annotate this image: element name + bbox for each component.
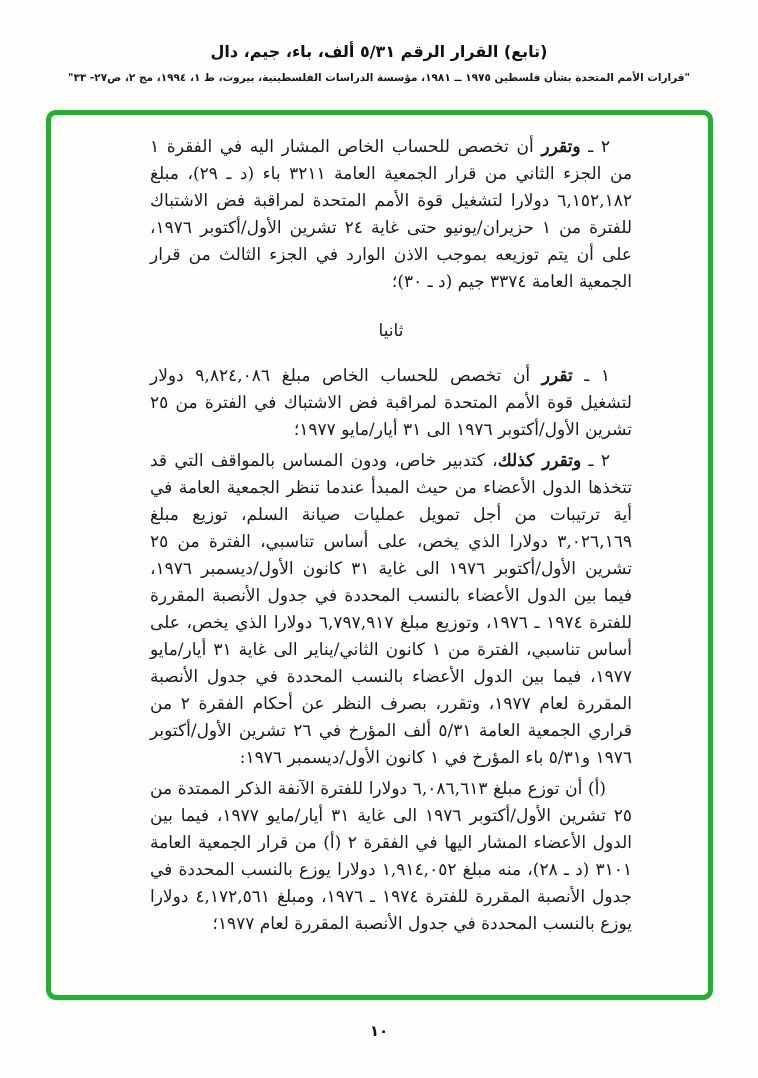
paragraph-number: ٢ ـ (580, 137, 610, 157)
paragraph-number: ٢ ـ (581, 451, 611, 471)
paragraph-subitem-a (150, 776, 632, 938)
paragraph-text: أن تخصص للحساب الخاص مبلغ ٩,٨٢٤,٠٨٦ دولار لتشغيل قوة الأمم المتحدة لمراقبة فض الاشتباك في الفترة من ٢٥ تشرين الأول/أكتوبر ١٩٧٦ الى ٣١ أيار/مايو ١٩٧٧؛ (150, 366, 632, 440)
subitem-label: (أ) (588, 779, 606, 799)
paragraph-text: أن توزع مبلغ ٦,٠٨٦,٦١٣ دولارا للفترة الآنفة الذكر الممتدة من ٢٥ تشرين الأول/أكتوبر ١٩٧٦ الى غاية ٣١ أيار/مايو ١٩٧٧، فيما بين الدول الأعضاء المشار اليها في الفقرة ٢ (أ) من قرار الجمعية العامة ٣١٠١ (د ـ ٢٨)، منه مبلغ ١,٩١٤,٠٥٢ دولارا يوزع بالنسب المحددة في جدول الأنصبة المقررة للفترة ١٩٧٤ ـ ١٩٧٦، ومبلغ ٤,١٧٢,٥٦١ دولارا يوزع بالنسب المحددة في جدول الأنصبة المقررة لعام ١٩٧٧؛ (150, 779, 632, 934)
paragraph-part1-operative-2 (150, 134, 632, 296)
paragraph-part2-operative-2 (150, 448, 632, 772)
page-header (0, 42, 758, 84)
source-citation: "قرارات الأمم المتحدة بشأن فلسطين ١٩٧٥ ــ ١٩٨١، مؤسسة الدراسات الفلسطينية، بيروت، ط ١، ١٩٩٤، مج ٢، ص٢٧- ٣٣" (67, 72, 691, 84)
resolution-title: (تابع) القرار الرقم ٥/٣١ ألف، باء، جيم، دال (210, 42, 548, 61)
paragraph-text: أن تخصص للحساب الخاص المشار اليه في الفقرة ١ من الجزء الثاني من قرار الجمعية العامة ٣٢١١ باء (د ـ ٢٩)، مبلغ ٦,١٥٢,١٨٢ دولارا لتشغيل قوة الأمم المتحدة لمراقبة فض الاشتباك للفترة من ١ حزيران/يونيو حتى غاية ٢٤ تشرين الأول/أكتوبر ١٩٧٦، على أن يتم توزيعه بموجب الاذن الوارد في الجزء الثالث من قرار الجمعية العامة ٣٣٧٤ جيم (د ـ ٣٠)؛ (150, 137, 632, 292)
paragraph-lead-word: وتقرر (541, 137, 581, 157)
paragraph-lead-word: وتقرر كذلك (497, 451, 582, 471)
paragraph-lead-word: تقرر (541, 366, 573, 386)
page-number: ١٠ (369, 1022, 389, 1040)
paragraph-text: ، كتدبير خاص، ودون المساس بالمواقف التي قد تتخذها الدول الأعضاء من حيث المبدأ عندما تنظر الجمعية العامة في أية ترتيبات من أجل تمويل عمليات صيانة السلم، توزيع مبلغ ٣,٠٢٦,١٦٩ دولارا الذي يخص، على أساس تناسبي، الفترة من ٢٥ تشرين الأول/أكتوبر ١٩٧٦ الى غاية ٣١ كانون الأول/ديسمبر ١٩٧٦، فيما بين الدول الأعضاء بالنسب المحددة في جدول الأنصبة المقررة للفترة ١٩٧٤ ـ ١٩٧٦، وتوزيع مبلغ ٦,٧٩٧,٩١٧ دولارا الذي يخص، على أساس تناسبي، الفترة من ١ كانون الثاني/يناير الى غاية ٣١ أيار/مايو ١٩٧٧، فيما بين الدول الأعضاء بالنسب المحددة في جدول الأنصبة المقررة لعام ١٩٧٧، وتقرر، بصرف النظر عن أحكام الفقرة ٢ من قراري الجمعية العامة ٥/٣١ ألف المؤرخ في ٢٦ تشرين الأول/أكتوبر ١٩٧٦ و٥/٣١ باء المؤرخ في ١ كانون الأول/ديسمبر ١٩٧٦: (150, 451, 633, 768)
paragraph-number: ١ ـ (572, 366, 611, 386)
paragraph-part2-operative-1 (150, 363, 632, 444)
section-heading-second: ثانيا (378, 321, 404, 341)
resolution-body (150, 134, 632, 942)
